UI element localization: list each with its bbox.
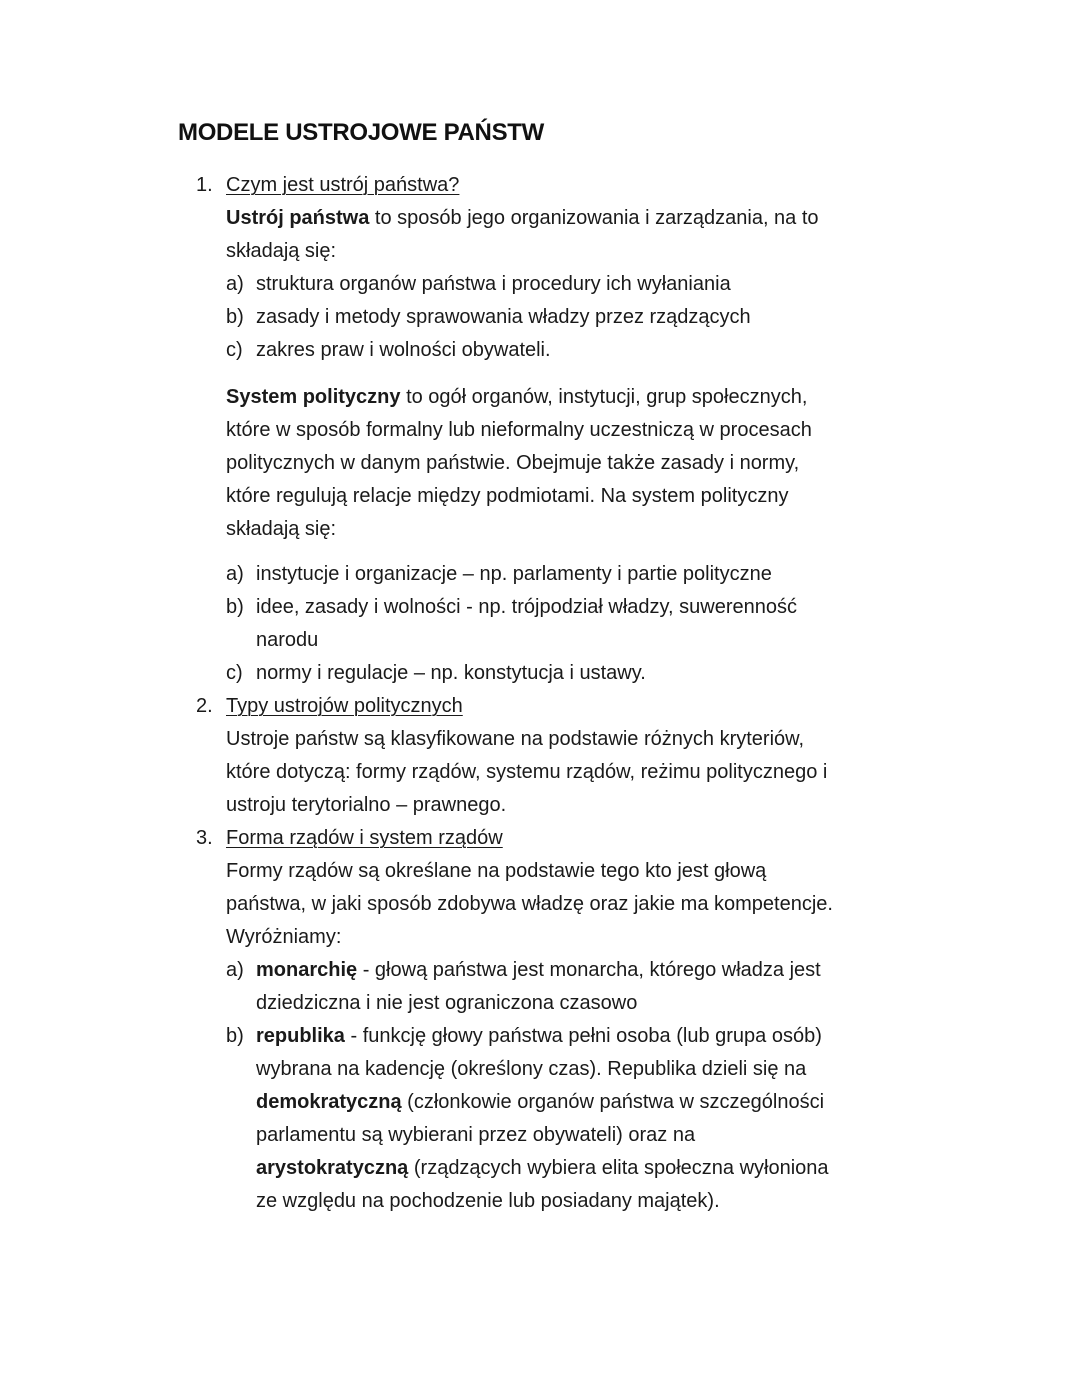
line-text	[226, 690, 463, 723]
text-run: politycznych w danym państwie. Obejmuje także zasady i normy,	[226, 452, 800, 474]
bold-term: demokratyczną	[256, 1091, 402, 1113]
text-run: wybrana na kadencję (określony czas). Republika dzieli się na	[256, 1058, 807, 1080]
text-run: - głową państwa jest monarcha, którego władza jest	[357, 959, 821, 981]
line-text	[256, 987, 637, 1020]
bold-term: monarchię	[256, 959, 358, 981]
text-run: Wyróżniamy:	[226, 926, 342, 948]
list-marker: a)	[226, 563, 244, 585]
text-run: idee, zasady i wolności - np. trójpodział władzy, suwerenność	[256, 596, 798, 618]
line-text	[256, 954, 821, 987]
list-marker: 2.	[196, 695, 213, 717]
text-run: Ustroje państw są klasyfikowane na podstawie różnych kryteriów,	[226, 728, 805, 750]
line-text	[226, 414, 812, 447]
text-run: państwa, w jaki sposób zdobywa władzę oraz jakie ma kompetencje.	[226, 893, 833, 915]
list-marker: b)	[226, 596, 244, 618]
underlined-heading: Typy ustrojów politycznych	[226, 695, 463, 717]
list-marker: c)	[226, 662, 243, 684]
line-text	[256, 624, 318, 657]
line-text	[256, 1185, 720, 1218]
list-marker: b)	[226, 306, 244, 328]
bold-term: arystokratyczną	[256, 1157, 409, 1179]
text-run: które w sposób formalny lub nieformalny uczestniczą w procesach	[226, 419, 812, 441]
line-text	[256, 268, 731, 301]
line-text	[256, 1152, 829, 1185]
line-text	[226, 235, 336, 268]
text-run: które regulują relacje między podmiotami. Na system polityczny	[226, 485, 789, 507]
line-text	[256, 1086, 824, 1119]
line-text	[226, 447, 799, 480]
text-run: Formy rządów są określane na podstawie tego kto jest głową	[226, 860, 767, 882]
text-run: zakres praw i wolności obywateli.	[256, 339, 551, 361]
list-marker: a)	[226, 273, 244, 295]
line-text	[256, 1053, 806, 1086]
text-run: (członkowie organów państwa w szczególności	[401, 1091, 825, 1113]
underlined-heading: Forma rządów i system rządów	[226, 827, 503, 849]
bold-term: System polityczny	[226, 386, 401, 408]
text-run: które dotyczą: formy rządów, systemu rządów, reżimu politycznego i	[226, 761, 828, 783]
line-text	[256, 591, 797, 624]
underlined-heading: Czym jest ustrój państwa?	[226, 174, 460, 196]
list-marker: c)	[226, 339, 243, 361]
line-text	[226, 169, 459, 202]
list-marker: 3.	[196, 827, 213, 849]
text-run: instytucje i organizacje – np. parlamenty i partie polityczne	[256, 563, 772, 585]
document-title: MODELE USTROJOWE PAŃSTW	[178, 119, 544, 146]
line-text	[256, 301, 751, 334]
line-text	[226, 756, 827, 789]
line-text	[226, 822, 503, 855]
list-marker: 1.	[196, 174, 213, 196]
line-text	[256, 1119, 695, 1152]
text-run: (rządzących wybiera elita społeczna wyłoniona	[408, 1157, 829, 1179]
text-run: normy i regulacje – np. konstytucja i ustawy.	[256, 662, 646, 684]
text-run: składają się:	[226, 518, 337, 540]
text-run: dziedziczna i nie jest ograniczona czasowo	[256, 992, 638, 1014]
line-text	[226, 381, 807, 414]
line-text	[256, 1020, 822, 1053]
list-marker: b)	[226, 1025, 244, 1047]
bold-term: Ustrój państwa	[226, 207, 370, 229]
text-run: składają się:	[226, 240, 337, 262]
line-text	[256, 558, 772, 591]
text-run: ustroju terytorialno – prawnego.	[226, 794, 507, 816]
text-run: narodu	[256, 629, 319, 651]
text-run: parlamentu są wybierani przez obywateli) oraz na	[256, 1124, 696, 1146]
line-text	[226, 855, 766, 888]
text-run: ze względu na pochodzenie lub posiadany majątek).	[256, 1190, 720, 1212]
line-text	[256, 657, 646, 690]
bold-term: republika	[256, 1025, 345, 1047]
text-run: - funkcję głowy państwa pełni osoba (lub grupa osób)	[344, 1025, 822, 1047]
line-text	[256, 334, 551, 367]
line-text	[226, 723, 804, 756]
line-text	[226, 480, 788, 513]
text-run: to ogół organów, instytucji, grup społecznych,	[400, 386, 808, 408]
text-run: to sposób jego organizowania i zarządzania, na to	[369, 207, 819, 229]
list-marker: a)	[226, 959, 244, 981]
text-run: zasady i metody sprawowania władzy przez rządzących	[256, 306, 751, 328]
line-text	[226, 921, 341, 954]
line-text	[226, 888, 833, 921]
line-text	[226, 202, 819, 235]
text-run: struktura organów państwa i procedury ich wyłaniania	[256, 273, 731, 295]
line-text	[226, 513, 336, 546]
line-text	[226, 789, 506, 822]
